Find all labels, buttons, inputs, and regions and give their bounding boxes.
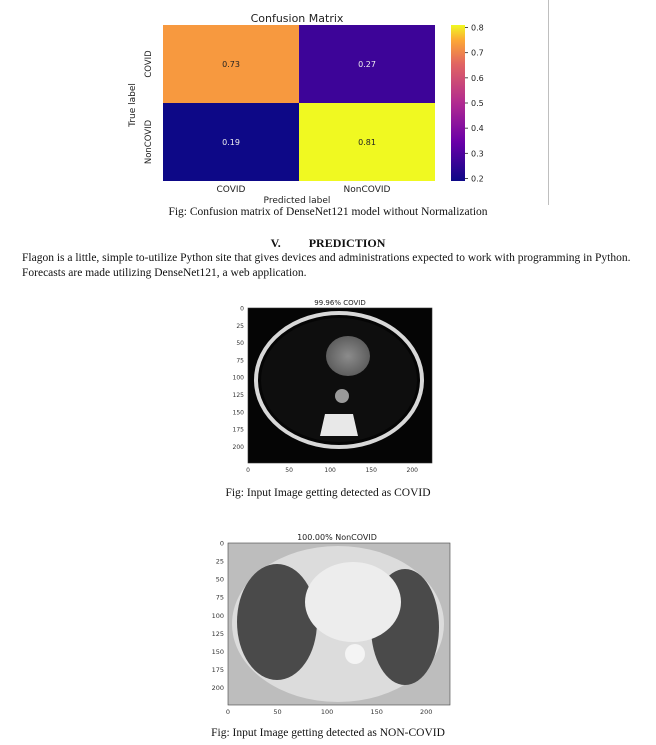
y-tick-label: 25 (215, 557, 224, 566)
figure2-caption: Fig: Input Image getting detected as NON-COVID (211, 727, 445, 739)
y-tick-label: 200 (211, 684, 224, 693)
y-tick-label: 0 (219, 539, 224, 548)
figure-title: 99.96% COVID (314, 299, 366, 307)
heart (305, 562, 401, 642)
y-tick-label: COVID (144, 50, 154, 78)
y-tick-label: 0 (240, 305, 244, 313)
section-number: V. (270, 236, 281, 250)
x-axis-label: Predicted label (263, 196, 331, 206)
y-tick-label: 150 (211, 647, 224, 656)
y-tick-label: 100 (211, 611, 224, 620)
x-tick-label: NonCOVID (343, 185, 391, 195)
y-tick-label: 125 (232, 391, 244, 399)
x-tick-label: 100 (324, 467, 336, 474)
x-tick-label: 0 (225, 708, 231, 716)
x-tick-label: 100 (320, 708, 334, 716)
x-tick-label: 0 (246, 467, 250, 474)
spine (320, 414, 358, 436)
y-tick-label: 175 (211, 666, 224, 675)
paragraph-line: Flagon is a little, simple to-utilize Python site that gives devices and administrations expected to work with programming in Python. (22, 252, 631, 264)
cell-value-label: 0.73 (222, 60, 240, 69)
y-tick-label: 200 (232, 443, 244, 451)
colorbar-tick-label: 0.6 (471, 73, 484, 83)
cell-value-label: 0.27 (358, 60, 376, 69)
colorbar-tick-label: 0.5 (471, 99, 484, 108)
spine (345, 644, 365, 664)
right-lung (237, 564, 317, 680)
x-tick-label: 200 (420, 708, 433, 716)
figure1-caption: Fig: Input Image getting detected as COVID (225, 487, 431, 499)
section-heading (0, 236, 656, 251)
chart-title: Confusion Matrix (250, 12, 344, 25)
x-tick-label: 150 (370, 708, 383, 716)
colorbar-tick-label: 0.3 (471, 149, 484, 159)
y-axis-label: True label (128, 83, 138, 127)
colorbar-tick-label: 0.2 (471, 174, 484, 184)
aorta (335, 389, 349, 403)
y-tick-label: 100 (232, 374, 244, 382)
y-tick-label: 50 (215, 575, 224, 584)
y-tick-label: 175 (232, 426, 244, 434)
paragraph-line: Forecasts are made utilizing DenseNet121, a web application. (22, 267, 307, 279)
x-tick-label: 50 (285, 467, 293, 474)
y-tick-label: NonCOVID (144, 119, 154, 165)
confusion-matrix-caption: Fig: Confusion matrix of DenseNet121 model without Normalization (168, 206, 488, 218)
colorbar-tick-label: 0.7 (471, 48, 484, 58)
x-tick-label: 200 (406, 467, 419, 474)
covid-ct-figure (220, 296, 450, 476)
cell-value-label: 0.81 (358, 138, 376, 147)
confusion-matrix-chart (0, 0, 656, 206)
noncovid-ct-figure (205, 532, 455, 722)
cell-value-label: 0.19 (222, 138, 240, 147)
y-tick-label: 75 (215, 593, 224, 602)
figure-title: 100.00% NonCOVID (297, 533, 377, 542)
x-tick-label: 150 (365, 467, 377, 474)
y-tick-label: 25 (236, 322, 244, 330)
section-paragraph (22, 251, 652, 281)
colorbar (451, 25, 465, 181)
heart (326, 336, 370, 376)
y-tick-label: 125 (211, 629, 224, 638)
colorbar-tick-label: 0.4 (471, 124, 484, 134)
colorbar-tick-label: 0.8 (471, 23, 484, 33)
y-tick-label: 75 (236, 357, 244, 365)
x-tick-label: 50 (273, 708, 282, 716)
section-title: PREDICTION (308, 236, 386, 250)
x-tick-label: COVID (216, 185, 246, 195)
y-tick-label: 50 (236, 340, 244, 348)
y-tick-label: 150 (232, 409, 244, 417)
